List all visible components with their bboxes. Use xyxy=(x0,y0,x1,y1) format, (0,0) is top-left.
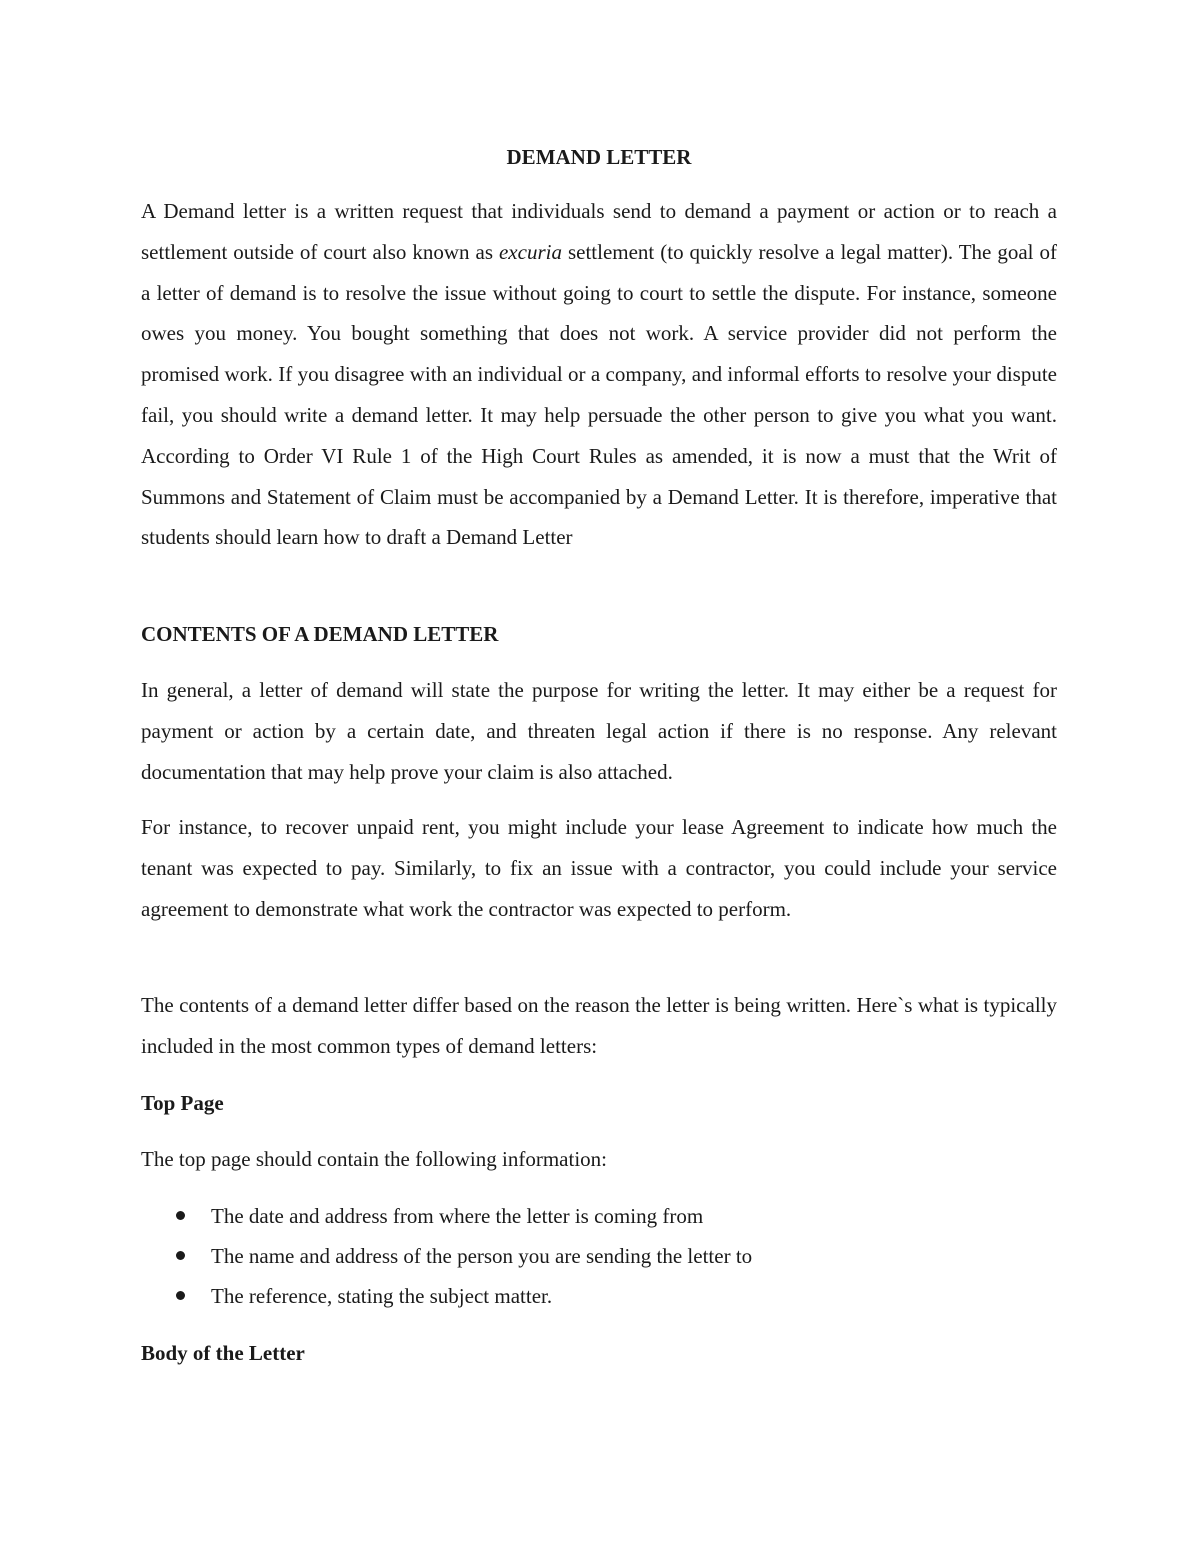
bullet-icon xyxy=(176,1211,185,1220)
top-page-heading: Top Page xyxy=(141,1091,224,1115)
bullet-icon xyxy=(176,1251,185,1260)
bullet-icon xyxy=(176,1291,185,1300)
document-title: DEMAND LETTER xyxy=(506,145,692,169)
intro-text-part1: A Demand letter is a written request that individuals send to demand a payment or action or to reach a settlement outside of court also known as xyxy=(141,199,1057,264)
top-page-intro: The top page should contain the following information: xyxy=(141,1147,607,1171)
contents-paragraph-1: In general, a letter of demand will state the purpose for writing the letter. It may either be a request for payment or action by a certain date, and threaten legal action if there is no response. Any relevant documentation that may help prove your claim is also attached. xyxy=(141,678,1057,784)
intro-text-part2: settlement (to quickly resolve a legal matter). The goal of a letter of demand is to resolve the issue without going to court to settle the dispute. For instance, someone owes you money. You bought something that does not work. A service provider did not perform the promised work. If you disagree with an individual or a company, and informal efforts to resolve your dispute fail, you should write a demand letter. It may help persuade the other person to give you what you want. According to Order VI Rule 1 of the High Court Rules as amended, it is now a must that the Writ of Summons and Statement of Claim must be accompanied by a Demand Letter. It is therefore, imperative that students should learn how to draft a Demand Letter xyxy=(141,239,1057,550)
intro-paragraph xyxy=(141,191,1057,558)
contents-paragraph-2: For instance, to recover unpaid rent, you might include your lease Agreement to indicate how much the tenant was expected to pay. Similarly, to fix an issue with a contractor, you could include your service agreement to demonstrate what work the contractor was expected to perform. xyxy=(141,815,1057,921)
top-page-list xyxy=(141,1203,1057,1323)
list-item-text: The reference, stating the subject matter. xyxy=(211,1284,553,1308)
document-page xyxy=(141,0,1057,1553)
list-item xyxy=(141,1283,1057,1323)
list-item-text: The date and address from where the letter is coming from xyxy=(211,1204,704,1228)
intro-italic-term: excuria xyxy=(498,239,562,264)
list-item xyxy=(141,1243,1057,1283)
contents-paragraph-3: The contents of a demand letter differ based on the reason the letter is being written. Here`s what is typically included in the most common types of demand letters: xyxy=(141,993,1057,1058)
body-heading: Body of the Letter xyxy=(141,1341,305,1365)
contents-heading: CONTENTS OF A DEMAND LETTER xyxy=(141,622,499,646)
list-item-text: The name and address of the person you are sending the letter to xyxy=(211,1244,753,1268)
list-item xyxy=(141,1203,1057,1243)
